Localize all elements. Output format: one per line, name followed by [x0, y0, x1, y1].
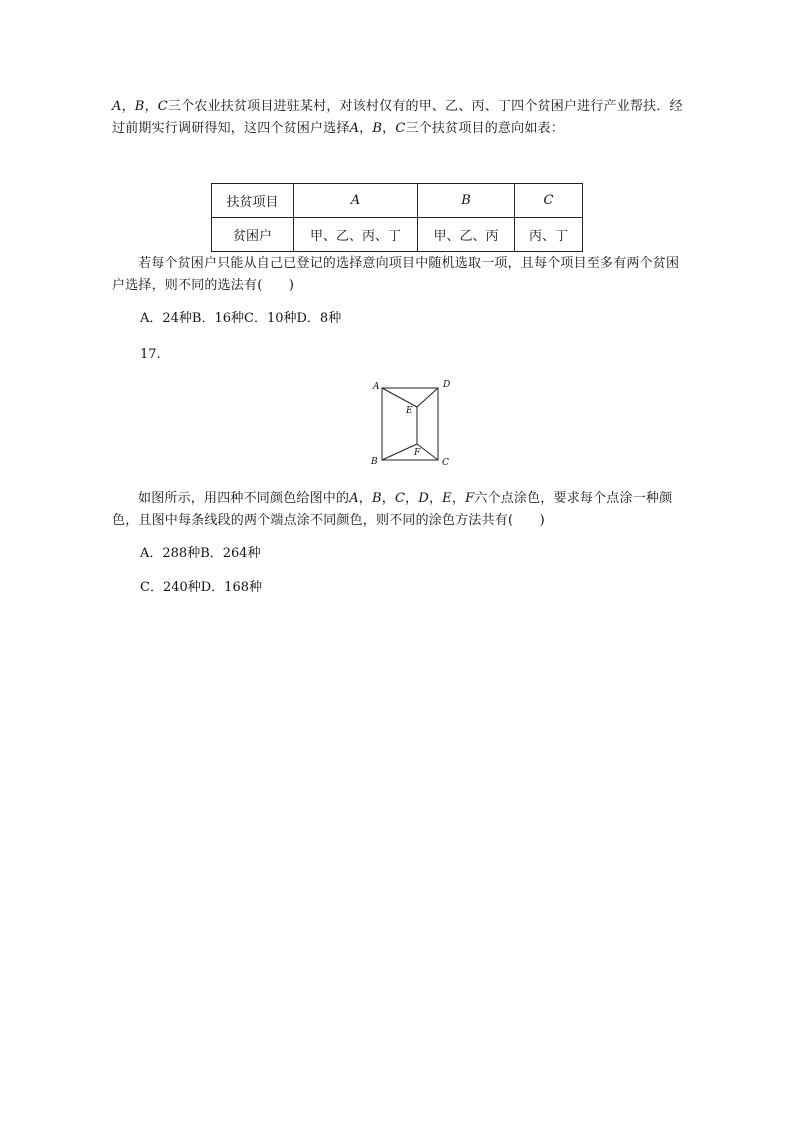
table-header-row — [212, 184, 583, 218]
q17-pt-d: D — [418, 491, 429, 506]
q17-pt-a: A — [349, 491, 359, 506]
q16-label-b-2: B — [372, 121, 383, 136]
q16-intro-text-1: 三个农业扶贫项目进驻某村，对该村仅有的甲、乙、丙、丁四个贫困户进行产业帮扶．经过前期实行调研得知，这四个贫困户选择 — [112, 99, 683, 136]
table-row — [212, 218, 583, 252]
point-label-d: D — [443, 380, 451, 390]
q16-question: 若每个贫困户只能从自己已登记的选择意向项目中随机选取一项，且每个项目至多有两个贫困户选择，则不同的选法有( ) — [112, 256, 680, 293]
q17-number: 17. — [140, 347, 161, 362]
segment-de — [417, 388, 438, 407]
table-cell: A — [294, 184, 418, 218]
q17-figure — [360, 374, 460, 470]
q17-question: 如图所示，用四种不同颜色给图中的A，B，C，D，E，F六个点涂色，要求每个点涂一种颜色，且图中每条线段的两个端点涂不同颜色，则不同的涂色方法共有( ) — [112, 491, 673, 528]
point-label-f: F — [414, 448, 421, 458]
figure-outer-rectangle — [382, 388, 438, 460]
point-label-b: B — [371, 457, 378, 467]
q16-intro-text-2: 三个扶贫项目的意向如表： — [405, 121, 564, 136]
table-cell: 甲、乙、丙、丁 — [294, 218, 418, 252]
q16-label-b: B — [134, 99, 145, 114]
q17-pt-f: F — [465, 491, 475, 506]
table-cell: 扶贫项目 — [212, 184, 294, 218]
q16-label-c: C — [157, 99, 168, 114]
point-label-a: A — [373, 382, 380, 392]
q17-pt-c: C — [394, 491, 406, 506]
q16-label-a: A — [112, 99, 122, 114]
table-cell: C — [515, 184, 583, 218]
table-cell: 贫困户 — [212, 218, 294, 252]
q17-question-post: 六个点涂色，要求每个点涂一种颜色，且图中每条线段的两个端点涂不同颜色，则不同的涂色方法共有( ) — [112, 491, 673, 528]
point-label-e: E — [406, 406, 413, 416]
q17-choices-line-2: C．240种D．168种 — [140, 580, 262, 595]
intent-table — [211, 183, 583, 252]
q16-label-a-2: A — [349, 121, 360, 136]
q17-choices-line-1: A．288种B．264种 — [140, 546, 261, 561]
q17-question-pre: 如图所示，用四种不同颜色给图中的 — [138, 491, 350, 506]
segment-ae — [382, 388, 417, 407]
table-cell: 丙、丁 — [515, 218, 583, 252]
table-cell: 甲、乙、丙 — [418, 218, 515, 252]
point-label-c: C — [442, 458, 449, 468]
q17-pt-e: E — [442, 491, 452, 506]
segment-bf — [382, 444, 417, 460]
q17-pt-b: B — [372, 491, 382, 506]
q16-intro: A，B，C三个农业扶贫项目进驻某村，对该村仅有的甲、乙、丙、丁四个贫困户进行产业帮扶．经过前期实行调研得知，这四个贫困户选择A，B，C三个扶贫项目的意向如表： — [112, 99, 683, 136]
q16-label-c-2: C — [395, 121, 406, 136]
q16-choices: A．24种B．16种C．10种D．8种 — [140, 311, 342, 326]
table-cell: B — [418, 184, 515, 218]
